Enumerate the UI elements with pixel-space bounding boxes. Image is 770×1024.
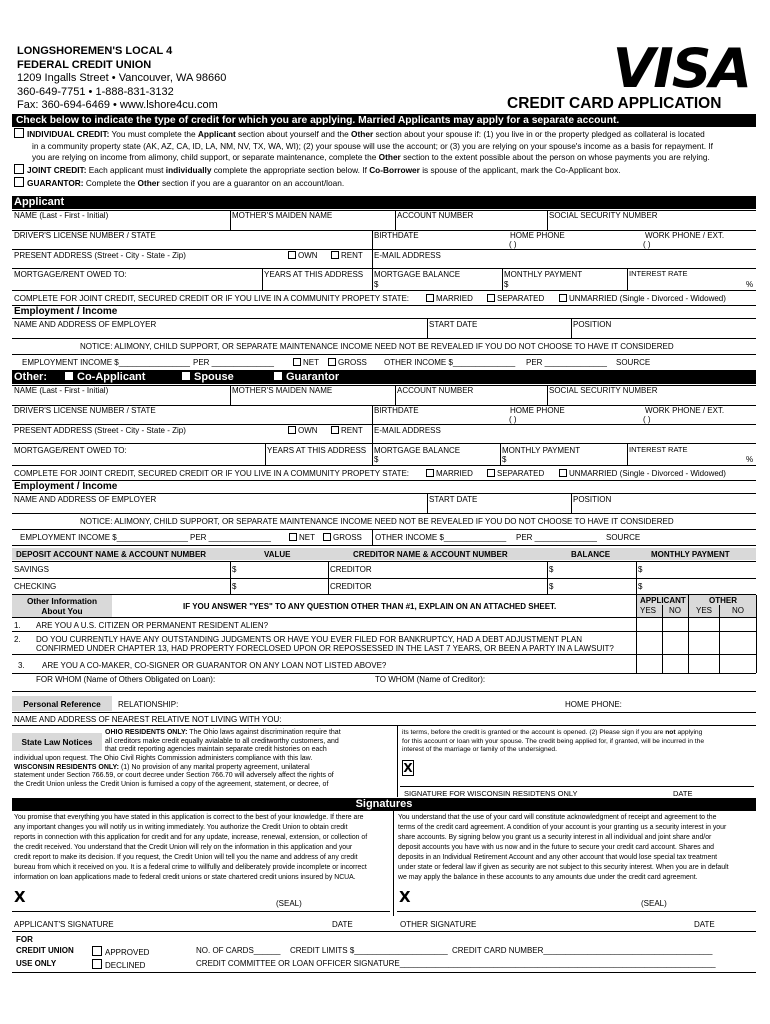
office-use-cu: CREDIT UNION bbox=[16, 946, 74, 955]
applicant-separated-checkbox[interactable] bbox=[487, 294, 495, 302]
applicant-ssn-field[interactable]: SOCIAL SECURITY NUMBER bbox=[549, 211, 658, 220]
other-homephone-field[interactable]: HOME PHONE bbox=[510, 406, 565, 415]
applicant-mbal-field[interactable]: MORTGAGE BALANCE bbox=[374, 270, 461, 279]
applicant-employment-heading: Employment / Income bbox=[14, 306, 118, 317]
applicant-bar: Applicant bbox=[12, 196, 756, 209]
relationship-field[interactable]: RELATIONSHIP: bbox=[118, 700, 179, 709]
applicant-dl-field[interactable]: DRIVER'S LICENSE NUMBER / STATE bbox=[14, 231, 156, 240]
other-own-checkbox[interactable] bbox=[288, 426, 296, 434]
other-account-field[interactable]: ACCOUNT NUMBER bbox=[397, 386, 474, 395]
applicant-email-field[interactable]: E-MAIL ADDRESS bbox=[374, 251, 441, 260]
explain-note: IF YOU ANSWER "YES" TO ANY QUESTION OTHER THAN #1, EXPLAIN ON AN ATTACHED SHEET. bbox=[183, 602, 557, 611]
applicant-position-field[interactable]: POSITION bbox=[573, 320, 612, 329]
card-number-field[interactable]: CREDIT CARD NUMBER______________________________________ bbox=[452, 946, 713, 955]
other-startdate-field[interactable]: START DATE bbox=[429, 495, 478, 504]
org-phones: 360-649-7751 • 1-888-831-3132 bbox=[17, 85, 174, 98]
other-position-field[interactable]: POSITION bbox=[573, 495, 612, 504]
question-2-line1: DO YOU CURRENTLY HAVE ANY OUTSTANDING JUDGMENTS OR HAVE YOU EVER FILED FOR BANKRUPTCY, HAD A DEBT ADJUSTMENT PLAN bbox=[36, 635, 583, 644]
other-ssn-field[interactable]: SOCIAL SECURITY NUMBER bbox=[549, 386, 658, 395]
applicant-empinc-field[interactable]: EMPLOYMENT INCOME $________________ bbox=[22, 358, 190, 367]
question-3: ARE YOU A CO-MAKER, CO-SIGNER OR GUARANTOR ON ANY LOAN NOT LISTED ABOVE? bbox=[42, 661, 387, 670]
other-gross-checkbox[interactable] bbox=[323, 533, 331, 541]
spouse-checkbox[interactable] bbox=[181, 371, 191, 381]
num-cards-field[interactable]: NO. OF CARDS______ bbox=[196, 946, 281, 955]
applicant-unmarried-checkbox[interactable] bbox=[559, 294, 567, 302]
credit-union-header bbox=[17, 45, 226, 113]
for-whom-field[interactable]: FOR WHOM (Name of Others Obligated on Loan): bbox=[36, 675, 216, 684]
signatures-bar: Signatures bbox=[12, 798, 756, 811]
applicant-startdate-field[interactable]: START DATE bbox=[429, 320, 478, 329]
applicant-own-checkbox[interactable] bbox=[288, 251, 296, 259]
applicant-net-checkbox[interactable] bbox=[293, 358, 301, 366]
office-use-only: USE ONLY bbox=[16, 959, 57, 968]
other-dl-field[interactable]: DRIVER'S LICENSE NUMBER / STATE bbox=[14, 406, 156, 415]
other-rent-checkbox[interactable] bbox=[331, 426, 339, 434]
instructions-block: INDIVIDUAL CREDIT: You must complete the Applicant section about yourself and the Other section about your spouse if: (1) you live in or the property pledged as collateral is located in a community property state (AK, AZ, CA, ID, LA, NM, NV, TX, WA, WI); (2) your spouse will use the account; or (3) you are relying on your spouse's income as a basis for repayment. If you are relying on income from alimony, child support, or separate maintenance, complete the Other section to the extent possible about the person on whose payments you are relying. JOINT CREDIT: Each applicant must individually complete the appropriate section below. If Co-Borrower is spouse of the applicant, mark the Co-Applicant box. GUARANTOR: Complete the Other section if you are a guarantor on an account/loan. bbox=[14, 128, 759, 190]
joint-credit-checkbox[interactable] bbox=[14, 164, 24, 174]
other-mortgage-field[interactable]: MORTGAGE/RENT OWED TO: bbox=[14, 446, 127, 455]
applicant-years-field[interactable]: YEARS AT THIS ADDRESS bbox=[264, 270, 364, 279]
other-mbal-field[interactable]: MORTGAGE BALANCE bbox=[374, 446, 461, 455]
wisconsin-signature-field[interactable]: SIGNATURE FOR WISCONSIN RESIDTENS ONLY bbox=[404, 789, 578, 798]
wisconsin-notice: individual upon request. The Ohio Civil Rights Commission administers compliance with this law. WISCONSIN RESIDENTS ONLY: (1) No provision of any marital property agreement, unilateral statement under Section 766.59, or court decree under Section 766.70 will adversely affect the rights of the Credit Union unless the Credit Union is furnised a copy of the agreement, statement, or decree, of bbox=[14, 755, 334, 788]
guarantor-checkbox[interactable] bbox=[14, 177, 24, 187]
other-monthly-field[interactable]: MONTHLY PAYMENT bbox=[502, 446, 581, 455]
other-address-field[interactable]: PRESENT ADDRESS (Street - City - State - Zip) bbox=[14, 426, 186, 435]
applicant-agreement-text: You promise that everything you have stated in this application is correct to the best of your knowledge. If there are any important changes you will notify us in writing immediately. You authorize the Credit Union to obtain credit reports in connection with this application for credit and for any update, increase, renewal, extension, or collection of the credit received. You understand that the Credit Union will rely on the information in this application and your credit report to make its decision. If you request, the Credit Union will tell you the name and address of any credit bureau from which it received on you. It is a federal crime to willfully and deliberately provide incomplete or incorrect information on loan applications made to federal credit unions or state chartered credit unions insured by NCUA. bbox=[14, 814, 368, 881]
org-name-line1: LONGSHOREMEN'S LOCAL 4 bbox=[17, 45, 173, 57]
coapplicant-checkbox[interactable] bbox=[64, 371, 74, 381]
guarantor-other-checkbox[interactable] bbox=[273, 371, 283, 381]
declined-checkbox[interactable] bbox=[92, 959, 102, 969]
other-income-notice: NOTICE: ALIMONY, CHILD SUPPORT, OR SEPARATE MAINTENANCE INCOME NEED NOT BE REVEALED IF YOU DO NOT CHOOSE TO HAVE IT CONSIDERED bbox=[80, 517, 674, 526]
org-name-line2: FEDERAL CREDIT UNION bbox=[17, 58, 152, 71]
applicant-joint-line: COMPLETE FOR JOINT CREDIT, SECURED CREDIT OR IF YOU LIVE IN A COMMUNITY PROPETY STATE: bbox=[14, 294, 410, 303]
form-title: CREDIT CARD APPLICATION bbox=[507, 95, 722, 112]
instruction-bar: Check below to indicate the type of credit for which you are applying. Married Applicants may apply for a separate account. bbox=[12, 114, 756, 127]
other-empinc-field[interactable]: EMPLOYMENT INCOME $________________ bbox=[20, 533, 188, 542]
other-email-field[interactable]: E-MAIL ADDRESS bbox=[374, 426, 441, 435]
reference-homephone-field[interactable]: HOME PHONE: bbox=[565, 700, 622, 709]
other-workphone-field[interactable]: WORK PHONE / EXT. bbox=[645, 406, 725, 415]
applicant-married-checkbox[interactable] bbox=[426, 294, 434, 302]
applicant-monthly-field[interactable]: MONTHLY PAYMENT bbox=[504, 270, 583, 279]
applicant-rent-checkbox[interactable] bbox=[331, 251, 339, 259]
other-maiden-field[interactable]: MOTHER'S MAIDEN NAME bbox=[232, 386, 333, 395]
question-1: ARE YOU A U.S. CITIZEN OR PERMANENT RESIDENT ALIEN? bbox=[36, 621, 269, 630]
applicant-birthdate-field[interactable]: BIRTHDATE bbox=[374, 231, 419, 240]
checking-field[interactable]: CHECKING bbox=[14, 582, 57, 591]
other-otherinc-field[interactable]: OTHER INCOME $______________ bbox=[375, 533, 507, 542]
other-married-checkbox[interactable] bbox=[426, 469, 434, 477]
other-net-checkbox[interactable] bbox=[289, 533, 297, 541]
joint-credit-line: JOINT CREDIT: Each applicant must individually complete the appropriate section below. If Co-Borrower is spouse of the applicant, mark the Co-Applicant box. bbox=[14, 164, 759, 177]
creditor-2-field[interactable]: CREDITOR bbox=[330, 582, 372, 591]
applicant-gross-checkbox[interactable] bbox=[328, 358, 336, 366]
applicant-sign-marker: X bbox=[14, 888, 26, 906]
individual-credit-line: INDIVIDUAL CREDIT: You must complete the Applicant section about yourself and the Other section about your spouse if: (1) you live in or the property pledged as collateral is located bbox=[14, 128, 759, 141]
other-unmarried-checkbox[interactable] bbox=[559, 469, 567, 477]
visa-logo: VISA bbox=[612, 37, 750, 100]
office-use-for: FOR bbox=[16, 935, 33, 944]
other-name-field[interactable]: NAME (Last - First - Initial) bbox=[14, 386, 109, 395]
org-fax-web: Fax: 360-694-6469 • www.lshore4cu.com bbox=[17, 99, 218, 111]
other-bar: Other: Co-Applicant Spouse Guarantor bbox=[12, 371, 756, 384]
applicant-maiden-field[interactable]: MOTHER'S MAIDEN NAME bbox=[232, 211, 333, 220]
other-sign-marker: X bbox=[399, 888, 411, 906]
approved-checkbox[interactable] bbox=[92, 946, 102, 956]
other-rate-field[interactable]: INTEREST RATE bbox=[629, 445, 688, 454]
applicant-rate-field[interactable]: INTEREST RATE bbox=[629, 269, 688, 278]
personal-reference-label: Personal Reference bbox=[12, 696, 112, 711]
nearest-relative-field[interactable]: NAME AND ADDRESS OF NEAREST RELATIVE NOT LIVING WITH YOU: bbox=[14, 715, 282, 724]
creditor-1-field[interactable]: CREDITOR bbox=[330, 565, 372, 574]
other-years-field[interactable]: YEARS AT THIS ADDRESS bbox=[267, 446, 367, 455]
applicant-name-field[interactable]: NAME (Last - First - Initial) bbox=[14, 211, 109, 220]
other-employer-field[interactable]: NAME AND ADDRESS OF EMPLOYER bbox=[14, 495, 157, 504]
wisconsin-sign-marker: X bbox=[403, 761, 413, 775]
applicant-income-notice: NOTICE: ALIMONY, CHILD SUPPORT, OR SEPARATE MAINTENANCE INCOME NEED NOT BE REVEALED IF YOU DO NOT CHOOSE TO HAVE IT CONSIDERED bbox=[80, 342, 674, 351]
other-signature-field[interactable]: OTHER SIGNATURE bbox=[400, 920, 477, 929]
to-whom-field[interactable]: TO WHOM (Name of Creditor): bbox=[375, 675, 486, 684]
applicant-workphone-field[interactable]: WORK PHONE / EXT. bbox=[645, 231, 725, 240]
guarantor-line: GUARANTOR: Complete the Other section if you are a guarantor on an account/loan. bbox=[14, 177, 759, 190]
savings-field[interactable]: SAVINGS bbox=[14, 565, 49, 574]
state-law-notices-label: State Law Notices bbox=[12, 733, 102, 751]
applicant-address-field[interactable]: PRESENT ADDRESS (Street - City - State - Zip) bbox=[14, 251, 186, 260]
other-employment-heading: Employment / Income bbox=[14, 481, 118, 492]
security-interest-text: You understand that the use of your card will constitute acknowledgment of receipt and agreement to the terms of the credit card agreement. A condition of your account is your granting us a security interest in your share accounts. By signing below you grant us a security interest in all individual and joint share and/or deposit accounts you have with us now and in the future to secure your credit card account. Shares and deposits in an Individual Retirement Account and any other account that would lose special tax treatment under state or federal law if given as security are not subject to this security interest. When you are in default we may apply the balance in these accounts to any amounts due under the credit card agreement. bbox=[398, 814, 729, 881]
committee-signature-field[interactable]: CREDIT COMMITTEE OR LOAN OFFICER SIGNATURE_______________________________________________________________________ bbox=[196, 959, 716, 968]
other-joint-line: COMPLETE FOR JOINT CREDIT, SECURED CREDIT OR IF YOU LIVE IN A COMMUNITY PROPETY STATE: bbox=[14, 469, 410, 478]
other-information-label: Other Information About You bbox=[12, 595, 112, 617]
org-address: 1209 Ingalls Street • Vancouver, WA 98660 bbox=[17, 72, 227, 84]
other-birthdate-field[interactable]: BIRTHDATE bbox=[374, 406, 419, 415]
other-separated-checkbox[interactable] bbox=[487, 469, 495, 477]
applicant-signature-field[interactable]: APPLICANT'S SIGNATURE bbox=[14, 920, 114, 929]
applicant-mortgage-field[interactable]: MORTGAGE/RENT OWED TO: bbox=[14, 270, 127, 279]
question-2-line2: CONFIRMED UNDER CHAPTER 13, HAD PROPERTY FORECLOSED UPON OR REPOSSESSED IN THE LAST 7 YEARS, OR BEEN A PARTY IN A LAWSUIT? bbox=[36, 644, 614, 653]
applicant-homephone-field[interactable]: HOME PHONE bbox=[510, 231, 565, 240]
applicant-account-field[interactable]: ACCOUNT NUMBER bbox=[397, 211, 474, 220]
individual-credit-checkbox[interactable] bbox=[14, 128, 24, 138]
ohio-notice: OHIO RESIDENTS ONLY: The Ohio laws against discrimination require that all creditors make credit equally avialable to all creditworthy customers, and that credit reporting agencies maintain separate credit histories on each bbox=[105, 729, 341, 754]
applicant-otherinc-field[interactable]: OTHER INCOME $______________ bbox=[384, 358, 516, 367]
credit-limits-field[interactable]: CREDIT LIMITS $_____________________ bbox=[290, 946, 448, 955]
applicant-employer-field[interactable]: NAME AND ADDRESS OF EMPLOYER bbox=[14, 320, 157, 329]
wisconsin-notice-continued: its terms, before the credit is granted or the account is opened. (2) Please sign if you are not applying for this account or loan with your spouse. The credit being applied for, if granted, will be incurred in the interest of the marriage or family of the undersigned. bbox=[402, 729, 705, 754]
